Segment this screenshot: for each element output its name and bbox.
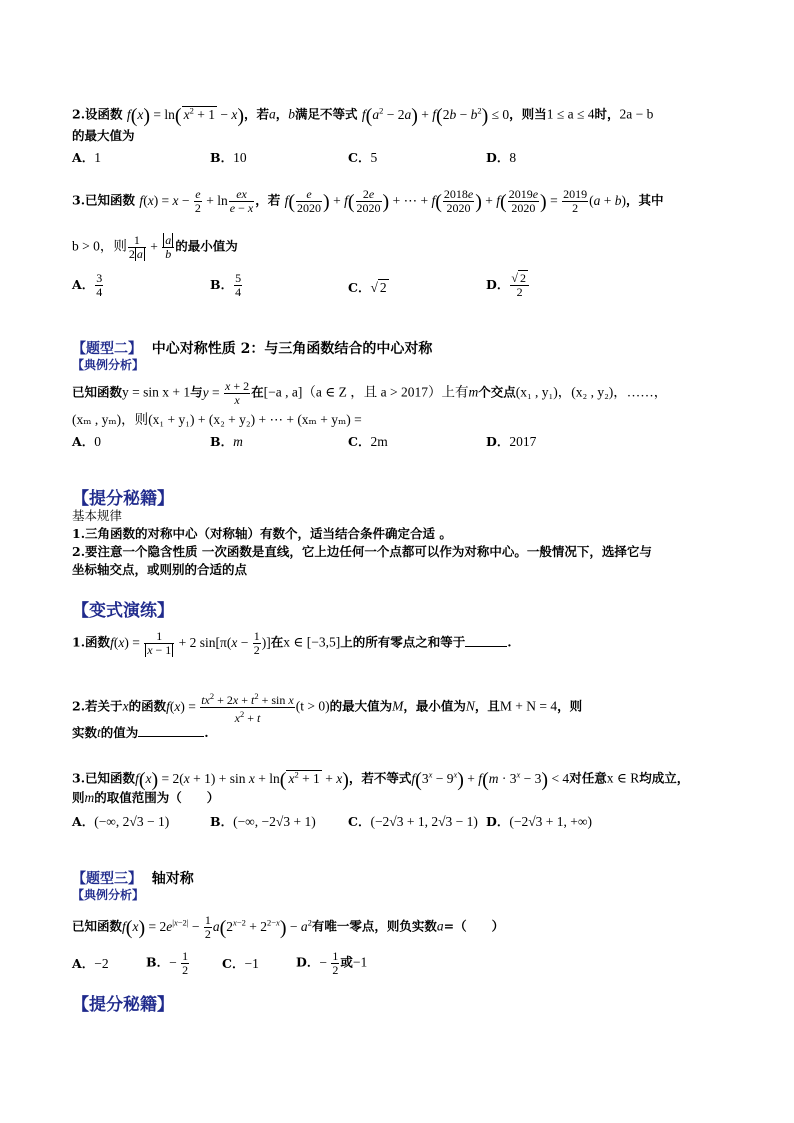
q2-option-b[interactable]: B．10 [210,150,247,165]
practice-q3-line-1 [72,766,690,791]
text-value: 的值为 [100,725,139,740]
q3-option-d[interactable]: D． $\frac{√ 2}{2}$ [486,272,530,299]
t2-option-b[interactable]: B．m [210,434,243,449]
formula-sin: y = sin x + 1 [122,384,191,400]
text-and: 与 [190,384,203,400]
text-zero: 有唯一零点，则负实数 [311,918,437,934]
var-N: N [465,698,475,714]
formula-range: 1 ≤ a ≤ 4 [546,106,595,122]
q2-option-d[interactable]: D．8 [486,150,517,165]
text-equals: =（ ） [443,918,505,934]
formula-MN: M + N = 4 [499,698,558,714]
tips-rule: 基本规律 [72,508,123,523]
t3-option-c[interactable]: C．−1 [222,956,259,971]
text-max: 的最大值为 [329,698,393,714]
p3-option-a[interactable]: A．(−∞, 2√3 − 1) [72,814,170,829]
type-3-line-1 [72,914,504,941]
practice-q3-line-2 [72,790,219,806]
tips-point-3: 坐标轴交点，或则别的合适的点 [72,562,248,577]
formula-sum: f( $\frac{e}{2020}$ ) + f( $\frac{2e}{2020}$ ) + ⋯ + f( $\frac{2018e}{2020}$ ) + f( $\frac{2019e}{2020}$ ) = $\frac{2019}{2}$ (a + b) [284,187,626,215]
var-t: t [97,725,101,740]
text-on: 在 [251,384,264,400]
t3-option-b[interactable]: B．− $\frac{1}{2}$ [146,949,189,977]
t3-option-d[interactable]: D．− $\frac{1}{2}$ 或−1 [296,949,368,977]
q2-option-a[interactable]: A．1 [72,150,101,165]
text-min-value: 的最小值为 [175,238,238,254]
p3-option-d[interactable]: D．(−2√3 + 1, +∞) [486,814,592,829]
formula-practice-q3: f(x) = 2(x + 1) + sin x + ln( $x^2 + 1 + x$) [135,768,349,791]
type-3-sub: 【典例分析】 [72,888,145,902]
text-real: 实数 [72,725,98,740]
formula-y2: y = $\frac{x + 2}{x}$ [202,379,250,407]
var-m: m [84,790,95,805]
type-2-line-1 [72,380,667,407]
formula-practice-q2: f(x) = $\frac{tx^2 + 2x + t^2 + \sin x}{x^2 + t}$ [166,691,294,725]
q3-option-c[interactable]: C．√ 2 [348,280,387,295]
text-cond: （a ∈ Z ，且 a > 2017）上有 [302,384,469,400]
tips-point-1: 1.三角函数的对称中心（对称轴）有数个，适当结合条件确定合适 。 [72,526,452,541]
type-3-heading: 【题型三】 轴对称 [72,871,194,887]
text-points: 个交点 [478,384,516,400]
text-on: 在 [270,634,284,650]
formula-practice-f: f(x) = $\frac{1}{x - 1}$ + 2 sin[π(x − $\frac{1}{2}$ )] [110,629,271,657]
p3-option-b[interactable]: B．(−∞, −2√3 + 1) [210,814,316,829]
question-2-lead: 2.设函数 [72,106,123,122]
type-2-sub: 【典例分析】 [72,358,145,372]
formula-expr: 2a − b [619,106,654,122]
text-min: ，最小值为 [403,698,466,714]
question-2-line-2: 的最大值为 [72,128,135,143]
text-range: 的取值范围为（ ） [94,790,220,805]
text-forall: 对任意 [569,770,607,786]
text-sum: 上的所有零点之和等于 [340,634,466,650]
formula-interval: [−a , a] [263,384,303,400]
formula-t-positive: (t > 0) [295,698,330,714]
question-2-line-1 [72,102,654,127]
text-and: ，且 [474,698,500,714]
var-b: b [288,106,296,122]
type-3-lead: 已知函数 [72,918,123,934]
question-3-line-2 [72,234,238,261]
formula-points: (x₁ , y₁)，(x₂ , y₂)，……， [515,384,668,400]
practice-q1-lead: 1.函数 [72,634,111,650]
answer-blank-1[interactable] [465,634,507,647]
var-M: M [392,698,404,714]
practice-q1: 1.函数f(x) = $\frac{1}{x - 1}$ + 2 sin[π(x − $\frac{1}{2}$ )]在x ∈ [−3,5]上的所有零点之和等于 . [72,629,512,657]
text-hold: 均成立， [639,770,690,786]
question-3-line-1 [72,188,663,215]
formula-f-def: f(x) = x − $\frac{e}{2}$ + ln $\frac{ex}{e - x}$ [139,187,254,215]
formula-sum-points: (x₁ + y₁) + (x₂ + y₂) + ⋯ + (xₘ + yₘ) = [148,412,362,427]
formula-last-point: (xₘ , yₘ)，则 [72,412,149,427]
formula-ineq: $f(a^2 - 2a) + f(2b - b^2) \le 0$ [361,104,510,127]
type-2-heading: 【题型二】 中心对称性质 2：与三角函数结合的中心对称 [72,341,433,357]
formula-b-positive: b > 0，则 [72,238,127,254]
text-if: ，若 [244,106,270,122]
practice-q3-lead: 3.已知函数 [72,770,136,786]
text-func: 的函数 [128,698,167,714]
comma: ， [275,106,289,122]
t2-option-d[interactable]: D．2017 [486,434,537,449]
q2-option-c[interactable]: C．5 [348,150,378,165]
formula-xR: x ∈ R [606,770,640,786]
type-2-lead: 已知函数 [72,384,123,400]
answer-blank-2[interactable] [138,724,204,737]
var-x: x [122,698,129,714]
text-where: ，其中 [625,192,664,208]
formula-min-expr: $\frac{1}{2 a}$ + $\frac{a}{b}$ [127,239,175,254]
q3-option-a[interactable]: A． $\frac{3}{4}$ [72,271,103,299]
text-time: 时， [594,106,620,122]
var-a: a [436,918,444,934]
text-if: ，若 [255,192,281,208]
practice-q2-line-1 [72,690,582,725]
formula-set: x ∈ [−3,5] [283,634,341,650]
tips-point-2: 2.要注意一个隐含性质 一次函数是直线，它上边任何一个点都可以作为对称中心。一般情况下，选择它与 [72,544,652,559]
p3-option-c[interactable]: C．(−2√3 + 1, 2√3 − 1) [348,814,478,829]
formula-f-ln: f(x) = ln( $x^2 + 1 - x$) [126,104,244,127]
formula-type3: $f(x) = 2e^{|x-2|}$ − $\frac{1}{2}$ $a(2^{x-2} + 2^{2-x}) - a^2$ [122,913,312,941]
text-ineq: ，若不等式 [348,770,412,786]
t2-option-a[interactable]: A．0 [72,434,101,449]
text-when: ，则当 [509,106,547,122]
tips-heading: 【提分秘籍】 [72,489,174,509]
var-a: a [269,106,276,122]
text-then: ，则 [557,698,583,714]
tips-heading-2: 【提分秘籍】 [72,995,174,1015]
question-3-lead: 3.已知函数 [72,192,136,208]
q3-option-b[interactable]: B． $\frac{5}{4}$ [210,271,242,299]
t2-option-c[interactable]: C．2m [348,434,388,449]
practice-q2-lead: 2.若关于 [72,698,123,714]
text-satisfy: 满足不等式 [295,106,358,122]
var-m: m [468,384,479,400]
practice-heading: 【变式演练】 [72,601,174,621]
t3-option-a[interactable]: A．−2 [72,956,109,971]
formula-practice-ineq: $f(3^x - 9^x) + f(m \cdot 3^x - 3) < 4$ [411,768,570,791]
type-2-line-2 [72,412,362,428]
practice-q2-line-2: 实数t的值为 . [72,725,209,740]
text-then: 则 [72,790,85,805]
